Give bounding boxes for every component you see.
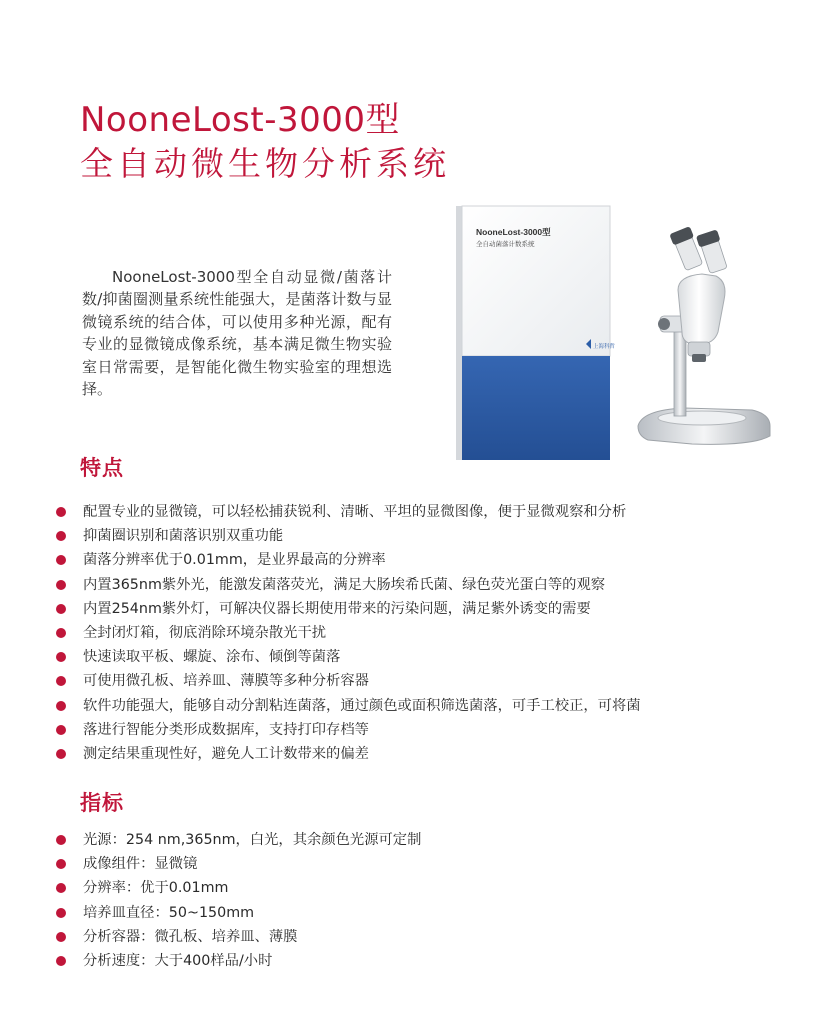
product-image — [452, 204, 782, 464]
feature-item: 内置365nm紫外光，能激发菌落荧光，满足大肠埃希氏菌、绿色荧光蛋白等的观察 — [56, 573, 756, 597]
feature-item: 菌落分辨率优于0.01mm，是业界最高的分辨率 — [56, 548, 756, 572]
product-title: NooneLost-3000型 — [80, 100, 400, 140]
spec-item: 分析容器：微孔板、培养皿、薄膜 — [56, 925, 756, 949]
bullet-icon — [56, 555, 66, 565]
feature-item: 配置专业的显微镜，可以轻松捕获锐利、清晰、平坦的显微图像，便于显微观察和分析 — [56, 500, 756, 524]
bullet-icon — [56, 628, 66, 638]
bullet-icon — [56, 531, 66, 541]
spec-item: 光源：254 nm,365nm，白光，其余颜色光源可定制 — [56, 828, 756, 852]
bullet-icon — [56, 908, 66, 918]
bullet-icon — [56, 749, 66, 759]
bullet-icon — [56, 580, 66, 590]
eyepiece-right — [696, 229, 729, 274]
spec-item: 成像组件：显微镜 — [56, 852, 756, 876]
spec-item: 分辨率：优于0.01mm — [56, 876, 756, 900]
features-heading: 特点 — [80, 456, 124, 480]
bullet-icon — [56, 676, 66, 686]
bullet-icon — [56, 859, 66, 869]
feature-item: 测定结果重现性好，避免人工计数带来的偏差 — [56, 742, 756, 766]
product-subtitle: 全自动微生物分析系统 — [80, 144, 450, 183]
scope-body — [678, 274, 725, 344]
feature-item: 内置254nm紫外灯，可解决仪器长期使用带来的污染问题，满足紫外诱变的需要 — [56, 597, 756, 621]
bullet-icon — [56, 507, 66, 517]
feature-item: 快速读取平板、螺旋、涂布、倾倒等菌落 — [56, 645, 756, 669]
feature-item: 可使用微孔板、培养皿、薄膜等多种分析容器 — [56, 669, 756, 693]
cabinet-label-name: 全自动菌落计数系统 — [476, 241, 535, 248]
bullet-icon — [56, 835, 66, 845]
spec-item: 培养皿直径：50~150mm — [56, 901, 756, 925]
feature-item: 抑菌圈识别和菌落识别双重功能 — [56, 524, 756, 548]
bullet-icon — [56, 652, 66, 662]
intro-paragraph: NooneLost-3000型全自动显微/菌落计数/抑菌圈测量系统性能强大，是菌落计数与显微镜系统的结合体，可以使用多种光源，配有专业的显微镜成像系统，基本满足微生物实验室日常需要，是智能化微生物实验室的理想选择。 — [82, 268, 392, 399]
cabinet-brand: 上海科哲 — [593, 344, 616, 350]
cabinet-panel — [462, 356, 610, 460]
specs-list — [56, 828, 756, 973]
feature-item: 软件功能强大，能够自动分割粘连菌落，通过颜色或面积筛选菌落，可手工校正，可将菌 — [56, 694, 756, 718]
feature-item: 全封闭灯箱，彻底消除环境杂散光干扰 — [56, 621, 756, 645]
spec-item: 分析速度：大于400样品/小时 — [56, 949, 756, 973]
bullet-icon — [56, 604, 66, 614]
specs-heading: 指标 — [80, 791, 124, 815]
bullet-icon — [56, 956, 66, 966]
bullet-icon — [56, 932, 66, 942]
bullet-icon — [56, 725, 66, 735]
bullet-icon — [56, 883, 66, 893]
features-list — [56, 500, 756, 766]
eyepiece-left — [669, 226, 704, 271]
feature-item: 落进行智能分类形成数据库，支持打印存档等 — [56, 718, 756, 742]
cabinet-label-model: NooneLost-3000型 — [476, 227, 551, 237]
bullet-icon — [56, 701, 66, 711]
